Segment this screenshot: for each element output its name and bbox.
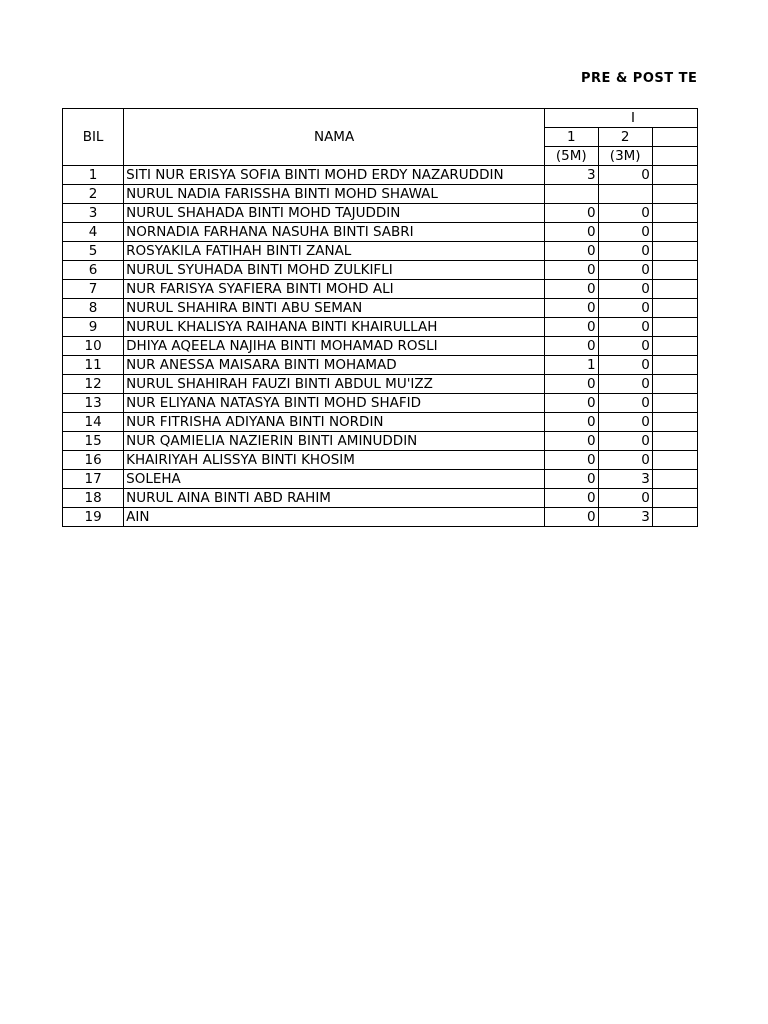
cell-q2: 3 — [598, 470, 652, 489]
cell-q1: 0 — [545, 223, 599, 242]
cell-q1: 0 — [545, 508, 599, 527]
cell-q2: 0 — [598, 223, 652, 242]
cell-bil: 3 — [63, 204, 124, 223]
cell-bil: 8 — [63, 299, 124, 318]
cell-bil: 12 — [63, 375, 124, 394]
cell-q3 — [652, 470, 697, 489]
cell-q3 — [652, 375, 697, 394]
table-row — [63, 375, 698, 394]
cell-nama: NUR QAMIELIA NAZIERIN BINTI AMINUDDIN — [124, 432, 545, 451]
cell-q2: 0 — [598, 432, 652, 451]
cell-q2: 0 — [598, 261, 652, 280]
cell-q3 — [652, 280, 697, 299]
cell-nama: NURUL KHALISYA RAIHANA BINTI KHAIRULLAH — [124, 318, 545, 337]
table-row — [63, 223, 698, 242]
cell-q1: 3 — [545, 166, 599, 185]
cell-bil: 19 — [63, 508, 124, 527]
cell-q1: 0 — [545, 413, 599, 432]
cell-q1: 0 — [545, 242, 599, 261]
cell-bil: 10 — [63, 337, 124, 356]
cell-bil: 2 — [63, 185, 124, 204]
cell-bil: 9 — [63, 318, 124, 337]
cell-q3 — [652, 508, 697, 527]
table-row — [63, 185, 698, 204]
cell-nama: NURUL AINA BINTI ABD RAHIM — [124, 489, 545, 508]
cell-bil: 13 — [63, 394, 124, 413]
cell-nama: NURUL SYUHADA BINTI MOHD ZULKIFLI — [124, 261, 545, 280]
table-row — [63, 242, 698, 261]
cell-nama: NUR FARISYA SYAFIERA BINTI MOHD ALI — [124, 280, 545, 299]
header-marks-2: (3M) — [598, 147, 652, 166]
table-row — [63, 489, 698, 508]
cell-q2: 0 — [598, 166, 652, 185]
header-bil: BIL — [63, 109, 124, 166]
header-group-label: I — [545, 109, 698, 128]
cell-nama: KHAIRIYAH ALISSYA BINTI KHOSIM — [124, 451, 545, 470]
cell-bil: 5 — [63, 242, 124, 261]
cell-nama: SITI NUR ERISYA SOFIA BINTI MOHD ERDY NAZARUDDIN — [124, 166, 545, 185]
cell-q1 — [545, 185, 599, 204]
cell-q1: 0 — [545, 299, 599, 318]
cell-q3 — [652, 413, 697, 432]
cell-q1: 0 — [545, 204, 599, 223]
cell-nama: NUR FITRISHA ADIYANA BINTI NORDIN — [124, 413, 545, 432]
cell-nama: AIN — [124, 508, 545, 527]
cell-q2: 0 — [598, 280, 652, 299]
table-row — [63, 470, 698, 489]
table-row — [63, 508, 698, 527]
cell-q2: 0 — [598, 318, 652, 337]
cell-nama: NUR ANESSA MAISARA BINTI MOHAMAD — [124, 356, 545, 375]
cell-q3 — [652, 394, 697, 413]
table-row — [63, 413, 698, 432]
cell-q2: 0 — [598, 413, 652, 432]
cell-q1: 0 — [545, 337, 599, 356]
cell-nama: NURUL SHAHIRAH FAUZI BINTI ABDUL MU'IZZ — [124, 375, 545, 394]
cell-q1: 0 — [545, 280, 599, 299]
cell-q1: 0 — [545, 451, 599, 470]
cell-q1: 0 — [545, 489, 599, 508]
cell-q3 — [652, 204, 697, 223]
cell-nama: NURUL NADIA FARISSHA BINTI MOHD SHAWAL — [124, 185, 545, 204]
cell-q1: 0 — [545, 261, 599, 280]
table-row — [63, 451, 698, 470]
table-row — [63, 394, 698, 413]
cell-q3 — [652, 451, 697, 470]
cell-q2: 0 — [598, 356, 652, 375]
cell-q2: 0 — [598, 394, 652, 413]
cell-q3 — [652, 489, 697, 508]
cell-nama: DHIYA AQEELA NAJIHA BINTI MOHAMAD ROSLI — [124, 337, 545, 356]
table-row — [63, 299, 698, 318]
cell-q3 — [652, 299, 697, 318]
table-row — [63, 166, 698, 185]
header-question-3 — [652, 128, 697, 147]
cell-q3 — [652, 223, 697, 242]
table-row — [63, 318, 698, 337]
cell-q3 — [652, 185, 697, 204]
header-question-1: 1 — [545, 128, 599, 147]
page-title: PRE & POST TE — [581, 71, 698, 86]
table-row — [63, 337, 698, 356]
cell-q3 — [652, 261, 697, 280]
cell-q1: 0 — [545, 318, 599, 337]
header-question-2: 2 — [598, 128, 652, 147]
cell-q1: 0 — [545, 375, 599, 394]
cell-q2: 0 — [598, 451, 652, 470]
cell-q3 — [652, 166, 697, 185]
cell-q3 — [652, 337, 697, 356]
score-sheet — [62, 108, 698, 538]
cell-nama: NURUL SHAHADA BINTI MOHD TAJUDDIN — [124, 204, 545, 223]
cell-q2: 0 — [598, 204, 652, 223]
cell-q1: 0 — [545, 394, 599, 413]
cell-nama: SOLEHA — [124, 470, 545, 489]
table-row — [63, 280, 698, 299]
cell-q1: 0 — [545, 432, 599, 451]
cell-bil: 7 — [63, 280, 124, 299]
cell-bil: 4 — [63, 223, 124, 242]
cell-bil: 18 — [63, 489, 124, 508]
cell-bil: 17 — [63, 470, 124, 489]
cell-q2 — [598, 185, 652, 204]
cell-nama: NUR ELIYANA NATASYA BINTI MOHD SHAFID — [124, 394, 545, 413]
header-nama: NAMA — [124, 109, 545, 166]
header-marks-1: (5M) — [545, 147, 599, 166]
cell-nama: NURUL SHAHIRA BINTI ABU SEMAN — [124, 299, 545, 318]
cell-q2: 0 — [598, 489, 652, 508]
cell-q2: 3 — [598, 508, 652, 527]
table-row — [63, 261, 698, 280]
cell-bil: 14 — [63, 413, 124, 432]
header-marks-3 — [652, 147, 697, 166]
score-table — [62, 108, 698, 527]
cell-nama: NORNADIA FARHANA NASUHA BINTI SABRI — [124, 223, 545, 242]
cell-q1: 1 — [545, 356, 599, 375]
cell-q2: 0 — [598, 375, 652, 394]
table-row — [63, 432, 698, 451]
table-row — [63, 204, 698, 223]
cell-bil: 16 — [63, 451, 124, 470]
cell-q2: 0 — [598, 337, 652, 356]
cell-bil: 6 — [63, 261, 124, 280]
cell-bil: 11 — [63, 356, 124, 375]
cell-q2: 0 — [598, 242, 652, 261]
cell-q2: 0 — [598, 299, 652, 318]
cell-bil: 1 — [63, 166, 124, 185]
cell-bil: 15 — [63, 432, 124, 451]
cell-q1: 0 — [545, 470, 599, 489]
table-row — [63, 356, 698, 375]
cell-q3 — [652, 432, 697, 451]
cell-q3 — [652, 356, 697, 375]
cell-q3 — [652, 242, 697, 261]
cell-nama: ROSYAKILA FATIHAH BINTI ZANAL — [124, 242, 545, 261]
cell-q3 — [652, 318, 697, 337]
